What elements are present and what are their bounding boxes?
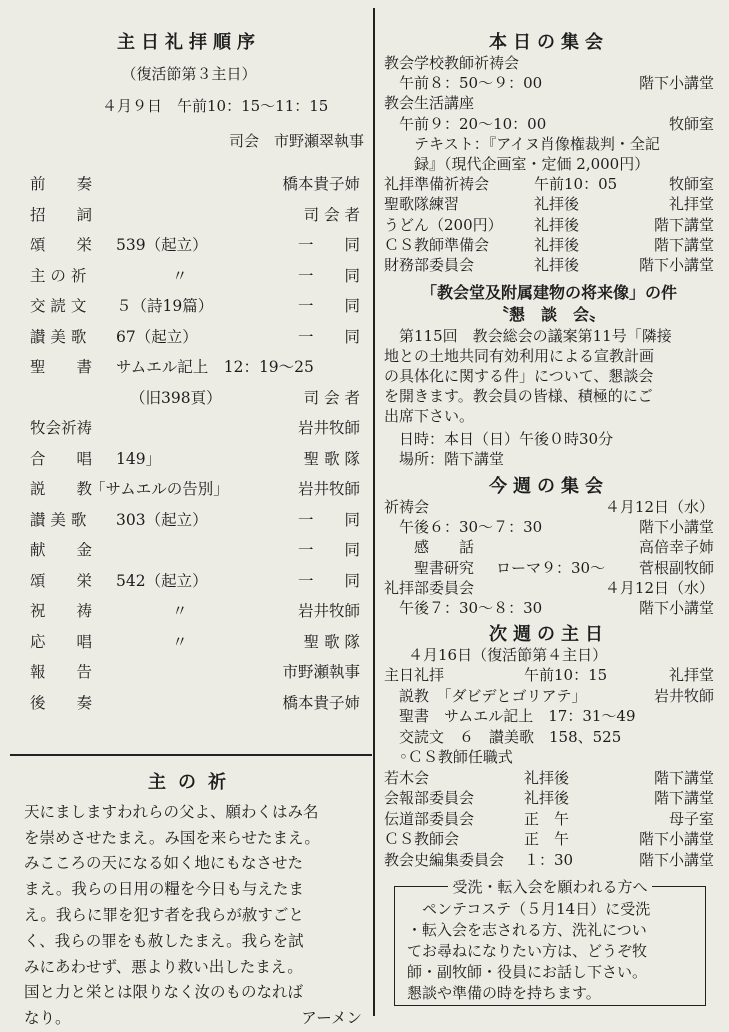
meeting-place: 岩井牧師 [653, 686, 714, 705]
meeting-time: １：30 [524, 850, 574, 869]
meeting-place: 階下講堂 [653, 215, 714, 234]
prayer-line: みにあわせず、悪より救い出したまえ。 [24, 957, 303, 976]
order-item [30, 203, 360, 229]
meeting-name: ＣＳ教師会 [384, 830, 460, 848]
meeting-place: 菅根副牧師 [638, 558, 714, 577]
prayer-text [24, 800, 362, 1032]
meeting-item [384, 173, 714, 193]
order-person: 聖 歌 隊 [303, 449, 360, 468]
meeting-name: 午前９：20〜10：00 [384, 114, 547, 133]
meeting-name: 午後７：30〜８：30 [384, 599, 543, 617]
meeting-item [384, 787, 714, 807]
order-detail: 539（起立） [116, 236, 208, 254]
order-person: 岩井牧師 [297, 419, 360, 437]
order-item [30, 233, 360, 259]
meeting-time: 礼拝後 [534, 215, 580, 234]
baptism-line: 師・副牧師・役員にお話し下さい。 [407, 963, 648, 981]
order-person: 一 同 [297, 571, 360, 590]
meeting-place: ４月12日（水） [604, 578, 714, 597]
order-label: 祝 祷 [30, 602, 93, 620]
meeting-name: 若木会 [384, 768, 430, 787]
order-label: 主 の 祈 [30, 266, 87, 285]
order-label: 交 読 文 [30, 297, 87, 315]
meeting-name: うどん（200円） [384, 215, 503, 234]
meeting-name: ＣＳ教師準備会 [384, 235, 490, 254]
meeting-item [384, 767, 714, 787]
meeting-text-line: を開きます。教会員の皆様、積極的にご [384, 387, 653, 405]
order-item [30, 416, 360, 442]
order-person: 一 同 [297, 236, 360, 254]
baptism-notice-title: 受洗・転入会を願われる方へ [448, 878, 651, 896]
order-label: 献 金 [30, 541, 93, 559]
prayer-line: を崇めさせたまえ。み国を来らせたまえ。 [24, 828, 320, 847]
meeting-time: 礼拝後 [534, 256, 580, 274]
meeting-place: 高倍幸子姉 [638, 538, 714, 557]
order-item [30, 660, 360, 686]
meeting-item [384, 92, 714, 112]
order-item [30, 264, 360, 290]
order-item [30, 630, 360, 656]
order-label: 讃 美 歌 [30, 327, 87, 346]
order-person: 司 会 者 [303, 205, 360, 224]
meeting-name: 教会学校教師祈祷会 [384, 54, 520, 72]
meeting-item [384, 113, 714, 133]
worship-presider: 司会 市野瀬翠執事 [228, 132, 364, 150]
meeting-item [384, 72, 714, 92]
meeting-item [384, 808, 714, 828]
order-item [30, 294, 360, 320]
order-label: 頌 栄 [30, 571, 93, 590]
prayer-line: みこころの天になる如く地にもなさせた [24, 854, 304, 873]
meeting-name: 聖歌隊練習 [384, 195, 460, 214]
meeting-notice-subtitle: 〝懇 談 会〟 [492, 305, 605, 324]
meeting-name: 礼拝部委員会 [384, 578, 475, 597]
meeting-where: 場所：階下講堂 [384, 450, 505, 468]
meeting-name: 午前８：50〜９：00 [384, 74, 543, 93]
meeting-place: 階下講堂 [653, 789, 714, 807]
meeting-item [384, 597, 714, 617]
meeting-place: 階下小講堂 [638, 850, 714, 869]
order-person: 岩井牧師 [297, 480, 360, 498]
order-person: 司 会 者 [303, 388, 360, 407]
meeting-item [384, 557, 714, 577]
meeting-item [384, 726, 714, 746]
meeting-place: 階下小講堂 [638, 599, 714, 617]
order-detail: 〃 [172, 266, 188, 285]
meeting-name: 教会史編集委員会 [384, 850, 505, 869]
meeting-item [384, 536, 714, 556]
meeting-item [384, 828, 714, 848]
order-item [30, 447, 360, 473]
order-detail: （旧398頁） [130, 388, 222, 407]
amen-text: アーメン [301, 1009, 362, 1028]
meeting-name: 感 話 [384, 538, 475, 557]
meeting-place: 階下講堂 [653, 768, 714, 787]
order-item [30, 386, 360, 412]
meeting-place: 階下小講堂 [638, 256, 714, 274]
order-person: 橋本貴子姉 [282, 693, 360, 712]
order-label: 後 奏 [30, 693, 93, 712]
order-label: 招 詞 [30, 205, 93, 224]
meeting-name: 教会生活講座 [384, 94, 475, 113]
order-detail: 149」 [116, 449, 162, 468]
order-person: 一 同 [297, 297, 360, 315]
order-label: 合 唱 [30, 449, 93, 468]
meeting-item [384, 496, 714, 516]
baptism-notice-box [394, 878, 706, 1006]
order-detail: ５（詩19篇） [116, 297, 214, 315]
worship-datetime: ４月９日 午前10：15〜11：15 [102, 97, 329, 115]
meeting-item [384, 133, 714, 153]
baptism-line: ・転入会を志される方、洗礼につい [407, 921, 647, 939]
order-item [30, 691, 360, 717]
meeting-time: 午前10：15 [524, 666, 608, 684]
order-person: 岩井牧師 [297, 602, 360, 620]
meeting-name: 聖書 サムエル記上 17：31〜49 [384, 707, 636, 725]
baptism-line: てお尋ねになりたい方は、どうぞ牧 [407, 942, 648, 960]
meeting-text-line: 第115回 教会総会の議案第11号「隣接 [384, 327, 672, 345]
meeting-name: 会報部委員会 [384, 789, 475, 807]
meeting-when: 日時：本日（日）午後０時30分 [384, 430, 614, 448]
lords-prayer [24, 770, 362, 1032]
worship-order-title: 主日礼拝順序 [117, 32, 261, 53]
meeting-name: 説教 「ダビデとゴリアテ」 [384, 686, 587, 705]
order-label: 説 教 [30, 480, 93, 498]
order-person: 一 同 [297, 327, 360, 346]
prayer-line: 天にましますわれらの父よ、願わくはみ名 [24, 802, 319, 821]
meeting-time: 正 午 [524, 830, 570, 848]
prayer-line: まえ。我らの日用の糧を今日も与えたま [24, 880, 304, 899]
meeting-name: 礼拝準備祈祷会 [384, 175, 490, 194]
order-detail: 303（起立） [116, 510, 208, 529]
meeting-place: 礼拝堂 [668, 195, 714, 214]
order-item [30, 355, 360, 381]
meeting-item [384, 664, 714, 684]
order-label: 報 告 [30, 663, 93, 681]
meeting-place: 牧師室 [668, 114, 714, 133]
meeting-place: 礼拝堂 [668, 666, 714, 684]
meeting-item [384, 705, 714, 725]
prayer-line: 国と力と栄とは限りなく汝のものなれば [24, 983, 304, 1002]
prayer-title: 主の祈 [148, 772, 238, 793]
order-label: 頌 栄 [30, 236, 93, 254]
meeting-name: 主日礼拝 [384, 666, 445, 684]
meeting-place: 階下小講堂 [638, 518, 714, 537]
baptism-line: 懇談や準備の時を持ちます。 [407, 984, 601, 1002]
meeting-name: 財務部委員会 [384, 256, 475, 274]
prayer-line: なり。 [24, 1009, 71, 1028]
order-detail: 〃 [172, 602, 188, 620]
meeting-name: 伝道部委員会 [384, 809, 475, 828]
meeting-item [384, 193, 714, 213]
worship-subtitle: （復活節第３主日） [121, 65, 257, 83]
order-item [30, 508, 360, 534]
meeting-name: テキスト：『アイヌ肖像権裁判・全記 [384, 134, 660, 153]
meeting-time: 正 午 [524, 809, 570, 828]
meeting-name: 交読文 ６ 讃美歌 158、525 [384, 727, 622, 746]
order-person: 橋本貴子姉 [282, 175, 360, 193]
meeting-place: 階下講堂 [653, 235, 714, 254]
order-item [30, 325, 360, 351]
meeting-item [384, 516, 714, 536]
meeting-item [384, 52, 714, 72]
meeting-notice-text [384, 326, 714, 426]
meeting-place: 母子室 [668, 809, 714, 828]
meeting-item [384, 234, 714, 254]
meeting-item [384, 746, 714, 766]
order-detail: 「サムエルの告別」 [90, 480, 229, 498]
order-item [30, 477, 360, 503]
order-detail: 542（起立） [116, 571, 208, 590]
baptism-line: ペンテコステ（５月14日）に受洗 [407, 900, 651, 918]
meeting-time: 礼拝後 [524, 768, 570, 787]
next-sunday-date: ４月16日（復活節第４主日） [408, 646, 608, 664]
meeting-name: 録』（現代企画室・定価 2,000円） [384, 155, 650, 173]
meeting-item [384, 153, 714, 173]
prayer-line: え。我らに罪を犯す者を我らが赦すごと [24, 905, 304, 924]
meeting-notice-title: 「教会堂及附属建物の将来像」の件 [420, 283, 677, 302]
order-detail: 67（起立） [116, 327, 198, 346]
meeting-place: ４月12日（水） [604, 498, 714, 516]
meeting-text-line: 出席下さい。 [384, 407, 475, 425]
meeting-time: ローマ９：30〜 [496, 558, 606, 577]
order-label: 前 奏 [30, 175, 93, 193]
prayer-line: く、我らの罪をも赦したまえ。我らを試 [24, 931, 304, 950]
meeting-name: 聖書研究 [384, 558, 475, 577]
meeting-time: 午前10：05 [534, 175, 618, 194]
meeting-item [384, 685, 714, 705]
order-person: 一 同 [297, 510, 360, 529]
meeting-text-line: 地との土地共同有効利用による宣教計画 [384, 347, 655, 365]
meeting-place: 牧師室 [668, 175, 714, 194]
order-detail: サムエル記上 12：19〜25 [116, 358, 314, 376]
meeting-time: 礼拝後 [534, 195, 580, 214]
meeting-item [384, 254, 714, 274]
order-label: 応 唱 [30, 632, 93, 651]
order-person: 一 同 [297, 266, 360, 285]
order-item [30, 599, 360, 625]
order-person: 聖 歌 隊 [303, 632, 360, 651]
meeting-item [384, 214, 714, 234]
order-detail: 〃 [172, 632, 188, 651]
order-item [30, 569, 360, 595]
meeting-text-line: の具体化に関する件」について、懇談会 [384, 367, 654, 385]
order-label: 聖 書 [30, 358, 93, 376]
today-meetings-title: 本日の集会 [489, 32, 609, 53]
meeting-place: 階下小講堂 [638, 830, 714, 848]
next-sunday-title: 次週の主日 [489, 624, 609, 645]
column-divider [373, 8, 375, 1016]
meeting-item [384, 577, 714, 597]
order-item [30, 538, 360, 564]
meeting-place: 階下小講堂 [638, 74, 714, 93]
order-person: 市野瀬執事 [282, 663, 360, 681]
week-meetings-title: 今週の集会 [489, 476, 609, 497]
order-label: 讃 美 歌 [30, 510, 87, 529]
order-label: 牧会祈祷 [30, 419, 93, 437]
order-item [30, 172, 360, 198]
meeting-name: ◦ＣＳ教師任職式 [384, 748, 513, 766]
meeting-time: 礼拝後 [534, 235, 580, 254]
bulletin-page [10, 8, 719, 1028]
meeting-name: 祈祷会 [384, 498, 430, 516]
section-divider [10, 754, 372, 756]
baptism-notice-text [407, 899, 699, 1004]
order-person: 一 同 [297, 541, 360, 559]
meeting-name: 午後６：30〜７：30 [384, 518, 543, 537]
meeting-time: 礼拝後 [524, 789, 570, 807]
meeting-item [384, 849, 714, 869]
